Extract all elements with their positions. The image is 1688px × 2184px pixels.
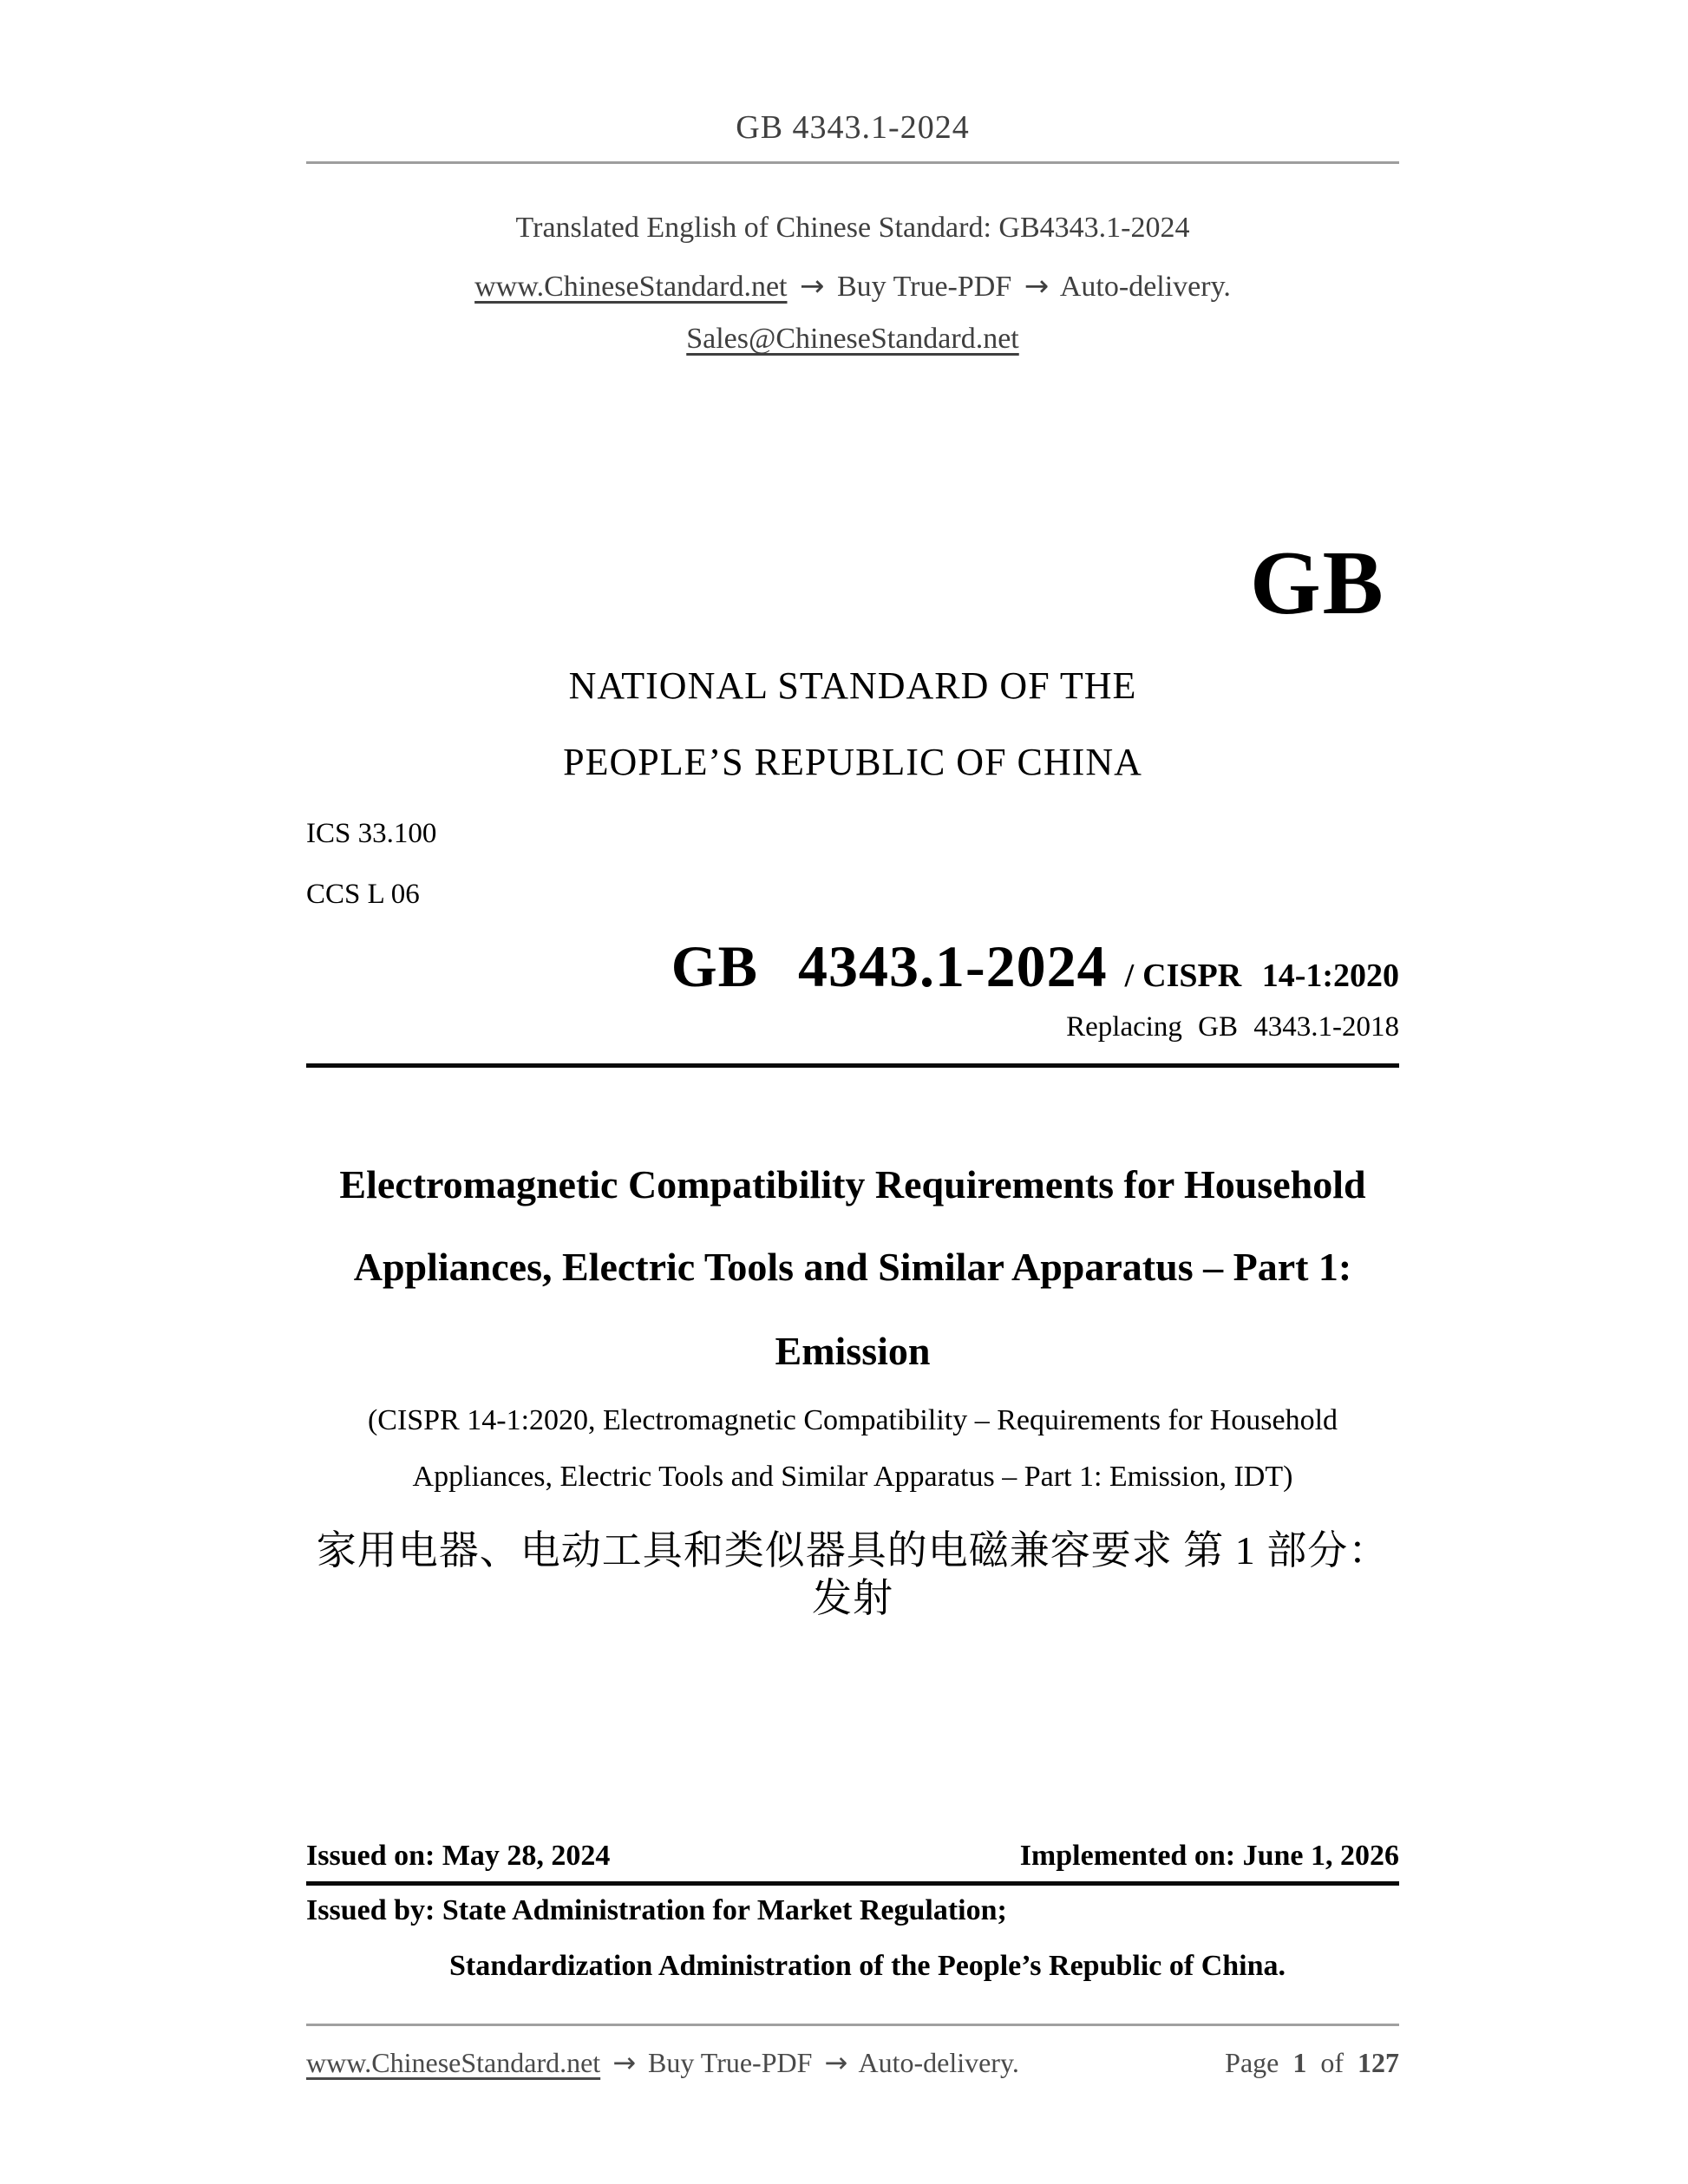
footer-site-link[interactable]: www.ChineseStandard.net [306, 2047, 601, 2078]
issued-by-line2: Standardization Administration of the People’s Republic of China. [449, 1950, 1286, 1982]
standard-number-divider [306, 1063, 1399, 1068]
page-current: 1 [1292, 2047, 1307, 2078]
issued-by-line1 [306, 1896, 1007, 1926]
issued-on [306, 1841, 610, 1871]
national-standard-line1: NATIONAL STANDARD OF THE [568, 664, 1137, 707]
sales-email-link[interactable]: Sales@ChineseStandard.net [686, 323, 1019, 355]
gb-logo: GB [1250, 532, 1385, 633]
issued-by-org1: State Administration for Market Regulation; [442, 1894, 1007, 1926]
site-link[interactable]: www.ChineseStandard.net [474, 271, 788, 303]
ccs-code: CCS L 06 [306, 879, 420, 910]
footer-row [306, 2046, 1399, 2079]
issued-by-label: Issued by: [306, 1894, 435, 1926]
issuance-divider [306, 1881, 1399, 1886]
national-standard-line2: PEOPLE’S REPUBLIC OF CHINA [563, 741, 1142, 783]
standard-number: GB 4343.1-2024 [671, 933, 1108, 999]
page-header-doc-number: GB 4343.1-2024 [736, 109, 970, 146]
page-number [1225, 2049, 1399, 2076]
right-arrow-icon: → [1024, 269, 1050, 304]
right-arrow-icon: → [824, 2046, 848, 2079]
footer-auto-delivery-text: Auto-delivery. [858, 2047, 1019, 2078]
idt-subtitle-line1: (CISPR 14-1:2020, Electromagnetic Compatibility – Requirements for Household [367, 1404, 1338, 1436]
page-label: Page [1225, 2047, 1279, 2078]
title-line2: Appliances, Electric Tools and Similar Apparatus – Part 1: [353, 1245, 1352, 1289]
title-line1: Electromagnetic Compatibility Requirements for Household [339, 1162, 1366, 1206]
issuance-dates-row [306, 1841, 1399, 1871]
slash-separator: / [1124, 958, 1135, 994]
cispr-reference: CISPR 14-1:2020 [1142, 958, 1399, 994]
footer-buy-true-pdf-text: Buy True-PDF [648, 2047, 813, 2078]
footer-purchase-info [306, 2046, 1019, 2079]
ics-code: ICS 33.100 [306, 818, 437, 849]
idt-subtitle-line2: Appliances, Electric Tools and Similar Apparatus – Part 1: Emission, IDT) [412, 1461, 1293, 1493]
standard-number-row [306, 933, 1399, 999]
replacing-note: Replacing GB 4343.1-2018 [1066, 1011, 1399, 1043]
buy-true-pdf-text: Buy True-PDF [837, 271, 1012, 303]
translated-standard-line: Translated English of Chinese Standard: GB4343.1-2024 [515, 212, 1190, 244]
right-arrow-icon: → [800, 269, 825, 304]
page-of-label: of [1320, 2047, 1344, 2078]
footer-divider [306, 2024, 1399, 2026]
header-divider [306, 161, 1399, 164]
chinese-title: 家用电器、电动工具和类似器具的电磁兼容要求 第 1 部分：发射 [316, 1528, 1390, 1621]
implemented-on-value: June 1, 2026 [1242, 1840, 1399, 1872]
purchase-info-line [306, 271, 1399, 302]
page-total: 127 [1358, 2047, 1399, 2078]
implemented-on [1020, 1841, 1399, 1871]
right-arrow-icon: → [612, 2046, 636, 2079]
issued-on-label: Issued on: [306, 1840, 435, 1872]
auto-delivery-text: Auto-delivery. [1059, 271, 1231, 303]
implemented-on-label: Implemented on: [1019, 1840, 1236, 1872]
issued-on-value: May 28, 2024 [442, 1840, 611, 1872]
sales-email-line [306, 324, 1399, 354]
title-line3: Emission [775, 1329, 931, 1373]
